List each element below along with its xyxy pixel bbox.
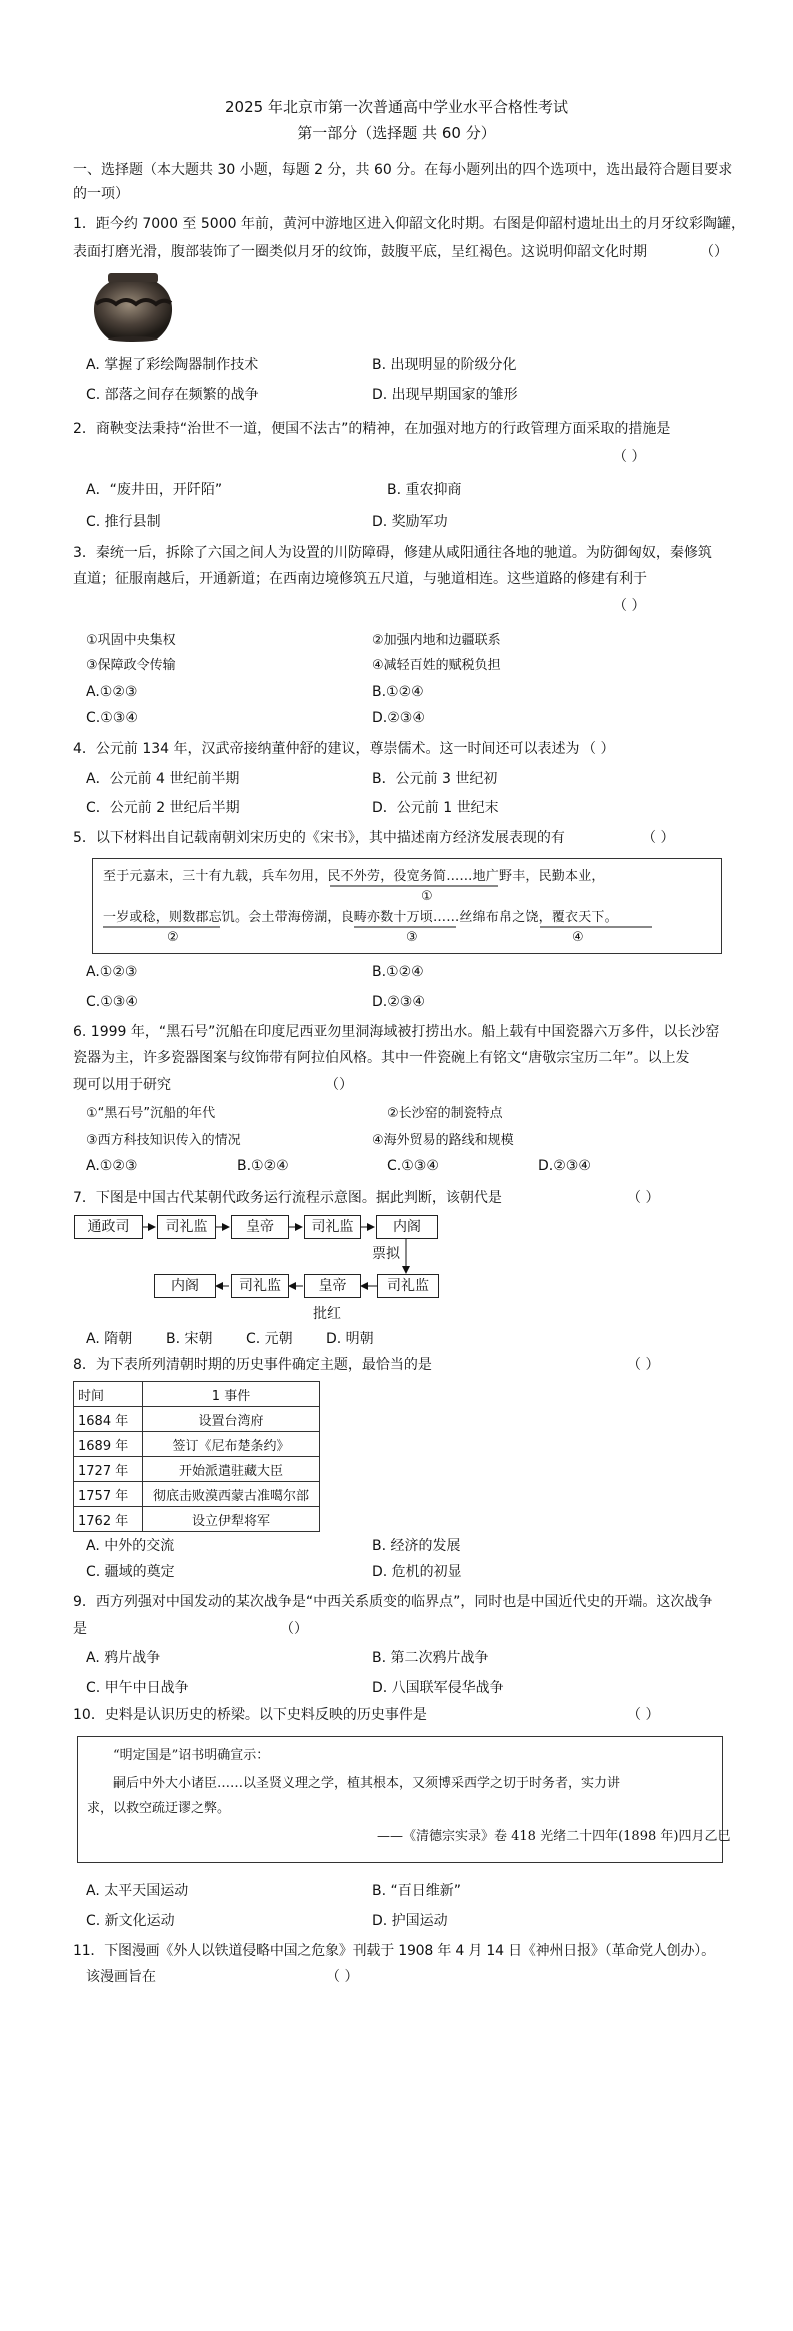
table-row <box>74 1482 320 1507</box>
q1-stem-line2: 表面打磨光滑，腹部装饰了一圈类似月牙的纹饰，鼓腹平底，呈红褐色。这说明仰韶文化时期 <box>73 244 647 260</box>
flow-neige-2: 内阁 <box>154 1274 216 1298</box>
q9-option-b[interactable]: B. 第二次鸦片战争 <box>372 1650 489 1666</box>
q2-option-b[interactable]: B. 重农抑商 <box>387 482 462 498</box>
q4-option-a[interactable]: A．公元前 4 世纪前半期 <box>86 771 240 787</box>
q6-statement-2: ②长沙窑的制瓷特点 <box>387 1106 503 1121</box>
q6-option-c[interactable]: C.①③④ <box>387 1158 439 1174</box>
q11-stem-line2: 该漫画旨在 <box>86 1969 156 1985</box>
q8-option-c[interactable]: C. 疆域的奠定 <box>86 1564 175 1580</box>
q6-option-a[interactable]: A.①②③ <box>86 1158 138 1174</box>
q8-option-d[interactable]: D. 危机的初显 <box>372 1564 462 1580</box>
q1-option-c[interactable]: C. 部落之间存在频繁的战争 <box>86 387 259 403</box>
section-instructions-line2: 的一项） <box>73 186 129 202</box>
table-cell-year: 1762 年 <box>74 1507 143 1532</box>
q10-option-c[interactable]: C. 新文化运动 <box>86 1913 175 1929</box>
q3-option-c[interactable]: C.①③④ <box>86 710 138 726</box>
q5-option-c[interactable]: C.①③④ <box>86 994 138 1010</box>
q3-option-d[interactable]: D.②③④ <box>372 710 425 726</box>
q8-answer-blank: （ ） <box>627 1357 660 1373</box>
table-cell-event: 彻底击败漠西蒙古准噶尔部 <box>143 1482 320 1507</box>
q10-option-a[interactable]: A. 太平天国运动 <box>86 1883 189 1899</box>
q3-option-b[interactable]: B.①②④ <box>372 684 424 700</box>
q5-option-a[interactable]: A.①②③ <box>86 964 138 980</box>
q4-option-d[interactable]: D．公元前 1 世纪末 <box>372 800 499 816</box>
q7-option-b[interactable]: B. 宋朝 <box>166 1331 213 1347</box>
table-cell-year: 1689 年 <box>74 1432 143 1457</box>
q2-answer-blank: （ ） <box>613 449 646 465</box>
q6-stem-line1: 6. 1999 年，“黑石号”沉船在印度尼西亚勿里洞海域被打捞出水。船上载有中国瓷器六万多件，以长沙窑 <box>73 1024 720 1040</box>
table-header-time: 时间 <box>74 1382 143 1407</box>
q4-option-b[interactable]: B．公元前 3 世纪初 <box>372 771 498 787</box>
q3-stem-line2: 直道；征服南越后，开通新道；在西南边境修筑五尺道，与驰道相连。这些道路的修建有利于 <box>73 571 647 587</box>
q6-statement-4: ④海外贸易的路线和规模 <box>372 1133 514 1148</box>
q10-option-b[interactable]: B. “百日维新” <box>372 1883 462 1899</box>
table-row <box>74 1432 320 1457</box>
flow-emperor-2: 皇帝 <box>304 1274 361 1298</box>
table-cell-year: 1727 年 <box>74 1457 143 1482</box>
q5-answer-blank: （ ） <box>642 830 675 846</box>
q5-material-line2: 一岁或稔，则数郡忘饥。会土带海傍湖，良畴亦数十万顷……丝绵布帛之饶，覆衣天下。 <box>103 910 618 925</box>
q9-answer-blank: （） <box>280 1621 308 1637</box>
flow-label-pihong: 批红 <box>313 1306 341 1322</box>
q5-option-b[interactable]: B.①②④ <box>372 964 424 980</box>
q2-stem-line1: 2．商鞅变法秉持“治世不一道，便国不法古”的精神，在加强对地方的行政管理方面采取的措施是 <box>73 421 671 437</box>
q5-marker-3: ③ <box>406 930 418 945</box>
q10-option-d[interactable]: D. 护国运动 <box>372 1913 448 1929</box>
q4-option-c[interactable]: C．公元前 2 世纪后半期 <box>86 800 240 816</box>
table-cell-year: 1757 年 <box>74 1482 143 1507</box>
q2-option-c[interactable]: C. 推行县制 <box>86 514 161 530</box>
table-cell-event: 设立伊犁将军 <box>143 1507 320 1532</box>
q3-statement-4: ④减轻百姓的赋税负担 <box>372 658 501 673</box>
table-cell-year: 1684 年 <box>74 1407 143 1432</box>
q6-option-b[interactable]: B.①②④ <box>237 1158 289 1174</box>
q3-statement-2: ②加强内地和边疆联系 <box>372 633 501 648</box>
q10-material-source: ——《清德宗实录》卷 418 光绪二十四年(1898 年)四月乙巳 <box>377 1829 731 1844</box>
flow-silijian-4: 司礼监 <box>377 1274 439 1298</box>
q6-option-d[interactable]: D.②③④ <box>538 1158 591 1174</box>
exam-title: 2025 年北京市第一次普通高中学业水平合格性考试 <box>225 98 568 116</box>
q7-option-a[interactable]: A. 隋朝 <box>86 1331 133 1347</box>
q1-option-b[interactable]: B. 出现明显的阶级分化 <box>372 357 517 373</box>
q9-option-d[interactable]: D. 八国联军侵华战争 <box>372 1680 504 1696</box>
q2-option-a[interactable]: A．“废井田，开阡陌” <box>86 482 223 498</box>
q5-option-d[interactable]: D.②③④ <box>372 994 425 1010</box>
q5-material-line1: 至于元嘉末，三十有九载，兵车勿用，民不外劳，役宽务简……地广野丰，民勤本业， <box>103 869 605 884</box>
q7-stem-line1: 7．下图是中国古代某朝代政务运行流程示意图。据此判断，该朝代是 <box>73 1190 502 1206</box>
q8-option-a[interactable]: A. 中外的交流 <box>86 1538 175 1554</box>
table-cell-event: 签订《尼布楚条约》 <box>143 1432 320 1457</box>
table-row <box>74 1407 320 1432</box>
q10-material-line1: “明定国是”诏书明确宣示： <box>113 1748 270 1763</box>
q5-marker-1: ① <box>421 889 433 904</box>
q9-stem-line2: 是 <box>73 1621 87 1637</box>
q6-stem-line3: 现可以用于研究 <box>73 1077 171 1093</box>
flow-silijian-1: 司礼监 <box>157 1215 216 1239</box>
table-row <box>74 1457 320 1482</box>
flow-neige-1: 内阁 <box>376 1215 438 1239</box>
table-header-event: 1 事件 <box>143 1382 320 1407</box>
q9-option-a[interactable]: A. 鸦片战争 <box>86 1650 161 1666</box>
q8-events-table <box>73 1381 320 1532</box>
q6-stem-line2: 瓷器为主，许多瓷器图案与纹饰带有阿拉伯风格。其中一件瓷碗上有铭文“唐敬宗宝历二年”。以上发 <box>73 1050 690 1066</box>
flow-tongzhengsi: 通政司 <box>74 1215 143 1239</box>
q10-material-line3: 求，以救空疏迂谬之弊。 <box>87 1801 231 1816</box>
q8-option-b[interactable]: B. 经济的发展 <box>372 1538 461 1554</box>
q3-stem-line1: 3．秦统一后，拆除了六国之间人为设置的川防障碍，修建从咸阳通往各地的驰道。为防御匈奴，秦修筑 <box>73 545 712 561</box>
q10-material-line2: 嗣后中外大小诸臣……以圣贤义理之学，植其根本，又须博采西学之切于时务者，实力讲 <box>113 1776 621 1791</box>
q1-stem-line1: 1．距今约 7000 至 5000 年前，黄河中游地区进入仰韶文化时期。右图是仰韶村遗址出土的月牙纹彩陶罐， <box>73 216 745 232</box>
flow-silijian-2: 司礼监 <box>304 1215 361 1239</box>
flow-label-piaoni: 票拟 <box>372 1246 400 1262</box>
q3-answer-blank: （ ） <box>613 598 646 614</box>
q10-answer-blank: （ ） <box>627 1707 660 1723</box>
q5-marker-2: ② <box>167 930 179 945</box>
part-subtitle: 第一部分（选择题 共 60 分） <box>297 124 496 142</box>
q7-option-c[interactable]: C. 元朝 <box>246 1331 293 1347</box>
q5-stem-line1: 5．以下材料出自记载南朝刘宋历史的《宋书》，其中描述南方经济发展表现的有 <box>73 830 565 846</box>
q7-answer-blank: （ ） <box>627 1190 660 1206</box>
q7-option-d[interactable]: D. 明朝 <box>326 1331 374 1347</box>
q1-option-a[interactable]: A. 掌握了彩绘陶器制作技术 <box>86 357 259 373</box>
section-instructions-line1: 一、选择题（本大题共 30 小题，每题 2 分，共 60 分。在每小题列出的四个选项中，选出最符合题目要求 <box>73 162 733 178</box>
q3-statement-3: ③保障政令传输 <box>86 658 176 673</box>
q4-answer-blank: （ ） <box>582 741 615 757</box>
q11-stem-line1: 11．下图漫画《外人以铁道侵略中国之危象》刊载于 1908 年 4 月 14 日《神州日报》（革命党人创办）。 <box>73 1943 715 1959</box>
q8-stem-line1: 8．为下表所列清朝时期的历史事件确定主题，最恰当的是 <box>73 1357 432 1373</box>
table-cell-event: 设置台湾府 <box>143 1407 320 1432</box>
flow-silijian-3: 司礼监 <box>231 1274 289 1298</box>
q5-marker-4: ④ <box>572 930 584 945</box>
q3-option-a[interactable]: A.①②③ <box>86 684 138 700</box>
q2-option-d[interactable]: D. 奖励军功 <box>372 514 448 530</box>
q1-option-d[interactable]: D. 出现早期国家的雏形 <box>372 387 518 403</box>
q3-statement-1: ①巩固中央集权 <box>86 633 176 648</box>
flow-emperor-1: 皇帝 <box>231 1215 289 1239</box>
q1-answer-blank: （） <box>700 244 728 260</box>
q11-answer-blank: （ ） <box>326 1969 359 1985</box>
table-header-row <box>74 1382 320 1407</box>
q6-statement-1: ①“黑石号”沉船的年代 <box>86 1106 216 1121</box>
q9-option-c[interactable]: C. 甲午中日战争 <box>86 1680 189 1696</box>
q4-stem-line1: 4．公元前 134 年，汉武帝接纳董仲舒的建议，尊崇儒术。这一时间还可以表述为 <box>73 741 580 757</box>
q10-stem-line1: 10．史料是认识历史的桥梁。以下史料反映的历史事件是 <box>73 1707 427 1723</box>
q6-answer-blank: （） <box>325 1077 353 1093</box>
table-row <box>74 1507 320 1532</box>
q9-stem-line1: 9．西方列强对中国发动的某次战争是“中西关系质变的临界点”，同时也是中国近代史的开端。这次战争 <box>73 1594 713 1610</box>
q6-statement-3: ③西方科技知识传入的情况 <box>86 1133 241 1148</box>
table-cell-event: 开始派遣驻藏大臣 <box>143 1457 320 1482</box>
